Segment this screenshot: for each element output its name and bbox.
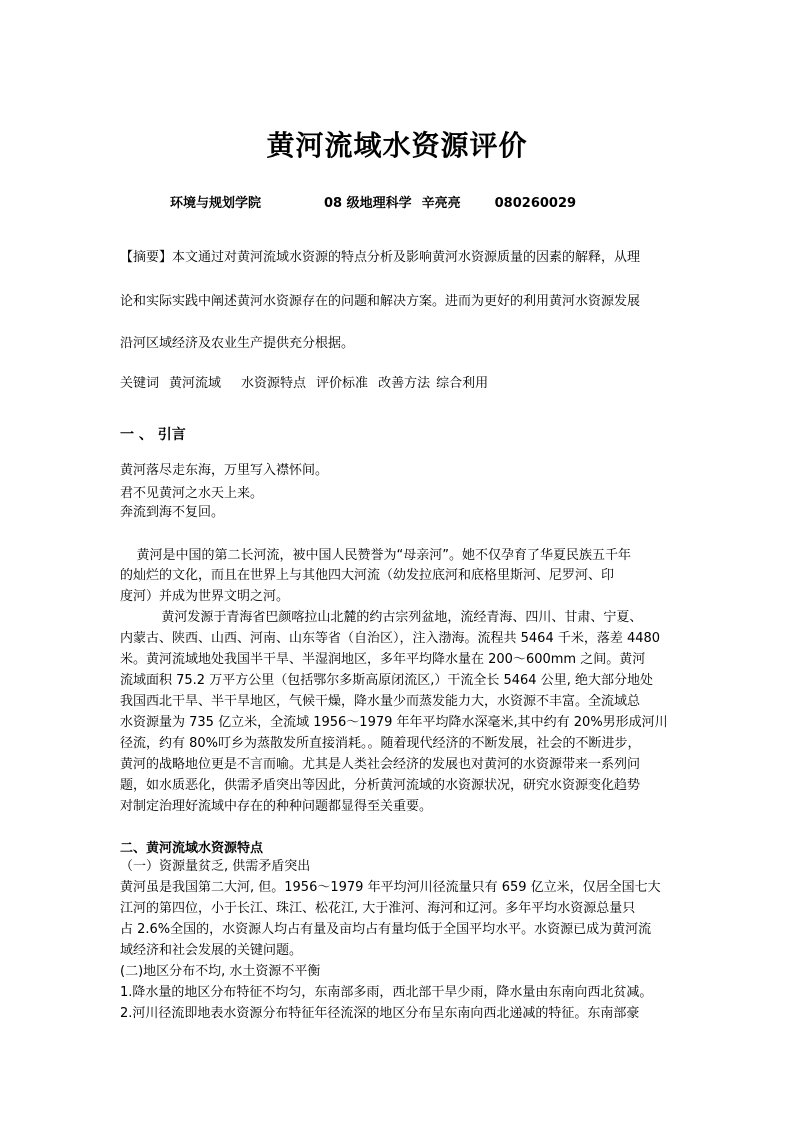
keyword: 水资源特点 (241, 376, 307, 391)
abstract-line: 沿河区域经济及农业生产提供充分根据。 (120, 336, 355, 351)
paragraph-line: 对制定治理好流域中存在的种种问题都显得至关重要。 (120, 799, 433, 814)
document-title: 黄河流域水资源评价 (266, 129, 528, 162)
abstract-line: 论和实际实践中阐述黄河水资源存在的问题和解决方案。进而为更好的利用黄河水资源发展 (120, 294, 641, 309)
poem-line: 奔流到海不复回。 (120, 505, 225, 520)
keywords-label: 关键词 (120, 376, 160, 391)
paragraph-line: 题，如水质恶化，供需矛盾突出等因此，分析黄河流域的水资源状况，研究水资源变化趋势 (120, 778, 641, 793)
section-heading-characteristics: 二、黄河流域水资源特点 (120, 841, 264, 856)
paragraph-line: 径流，约有 80%叮乡为蒸散发所直接消耗。。随着现代经济的不断发展，社会的不断进步， (120, 736, 641, 751)
keyword: 评价标准 (316, 376, 369, 391)
author-line (170, 192, 576, 211)
author-name: 辛亮亮 (421, 196, 461, 211)
paragraph-line: 黄河虽是我国第二大河, 但。1956～1979 年平均河川径流量只有 659 亿立米，仅居全国七大 (120, 880, 661, 895)
paragraph-line: 黄河是中国的第二长河流，被中国人民赞誉为“母亲河”。她不仅孕育了华夏民族五千年 (120, 548, 631, 563)
paragraph-line: 域经济和社会发展的关键问题。 (120, 943, 303, 958)
section-heading-introduction: 一 、 引言 (120, 427, 186, 443)
paragraph-line: 内蒙古、陕西、山西、河南、山东等省（自治区），注入渤海。流程共 5464 千米，落差 4480 (120, 631, 661, 646)
paragraph-line: 1.降水量的地区分布特征不均匀，东南部多雨，西北部干旱少雨，降水量由东南向西北贫减。 (120, 985, 653, 1000)
subsection-heading: （一）资源量贫乏, 供需矛盾突出 (120, 859, 311, 874)
author-major: 08 级地理科学 (324, 196, 412, 211)
paragraph-line: 2.河川径流即地表水资源分布特征年径流深的地区分布呈东南向西北递减的特征。东南部豪 (120, 1006, 640, 1021)
abstract-line: 【摘要】本文通过对黄河流域水资源的特点分析及影响黄河水资源质量的因素的解释，从理 (120, 250, 641, 265)
keyword: 黄河流域 (169, 376, 222, 391)
keywords-line (120, 372, 498, 391)
paragraph-line: 米。黄河流域地处我国半干旱、半湿润地区，多年平均降水量在 200～600mm 之间。黄河 (120, 652, 646, 667)
paragraph-line: 黄河的战略地位更是不言而喻。尤其是人类社会经济的发展也对黄河的水资源带来一系列问 (120, 757, 641, 772)
paragraph-line: 的灿烂的文化，而且在世界上与其他四大河流（幼发拉底河和底格里斯河、尼罗河、印 (120, 568, 615, 583)
author-college: 环境与规划学院 (170, 196, 262, 211)
author-id: 080260029 (494, 196, 577, 211)
paragraph-line: 度河）并成为世界文明之河。 (120, 589, 290, 604)
poem-line: 黄河落尽走东海，万里写入襟怀间。 (120, 463, 329, 478)
paragraph-line: 占 2.6%全国的，水资源人均占有量及亩均占有量均低于全国平均水平。水资源已成为黄河流 (120, 922, 652, 937)
paragraph-line: 水资源量为 735 亿立米，全流域 1956～1979 年年平均降水深毫米,其中约有 20%男形成河川 (120, 715, 668, 730)
paragraph-line: 黄河发源于青海省巴颜喀拉山北麓的约古宗列盆地，流经青海、四川、甘肃、宁夏、 (120, 610, 643, 625)
keyword: 综合利用 (436, 376, 489, 391)
subsection-heading: (二)地区分布不均, 水土资源不平衡 (120, 964, 321, 979)
paragraph-line: 我国西北干旱、半干旱地区，气候干燥，降水量少而蒸发能力大，水资源不丰富。全流域总 (120, 694, 641, 709)
keyword: 改善方法 (378, 376, 431, 391)
paragraph-line: 江河的第四位，小于长江、珠江、松花江, 大于淮河、海河和辽河。多年平均水资源总量只 (120, 901, 636, 916)
paragraph-line: 流域面积 75.2 万平方公里（包括鄂尔多斯高原闭流区,）干流全长 5464 公里, 绝大部分地处 (120, 673, 653, 688)
poem-line: 君不见黄河之水天上来。 (120, 486, 264, 501)
